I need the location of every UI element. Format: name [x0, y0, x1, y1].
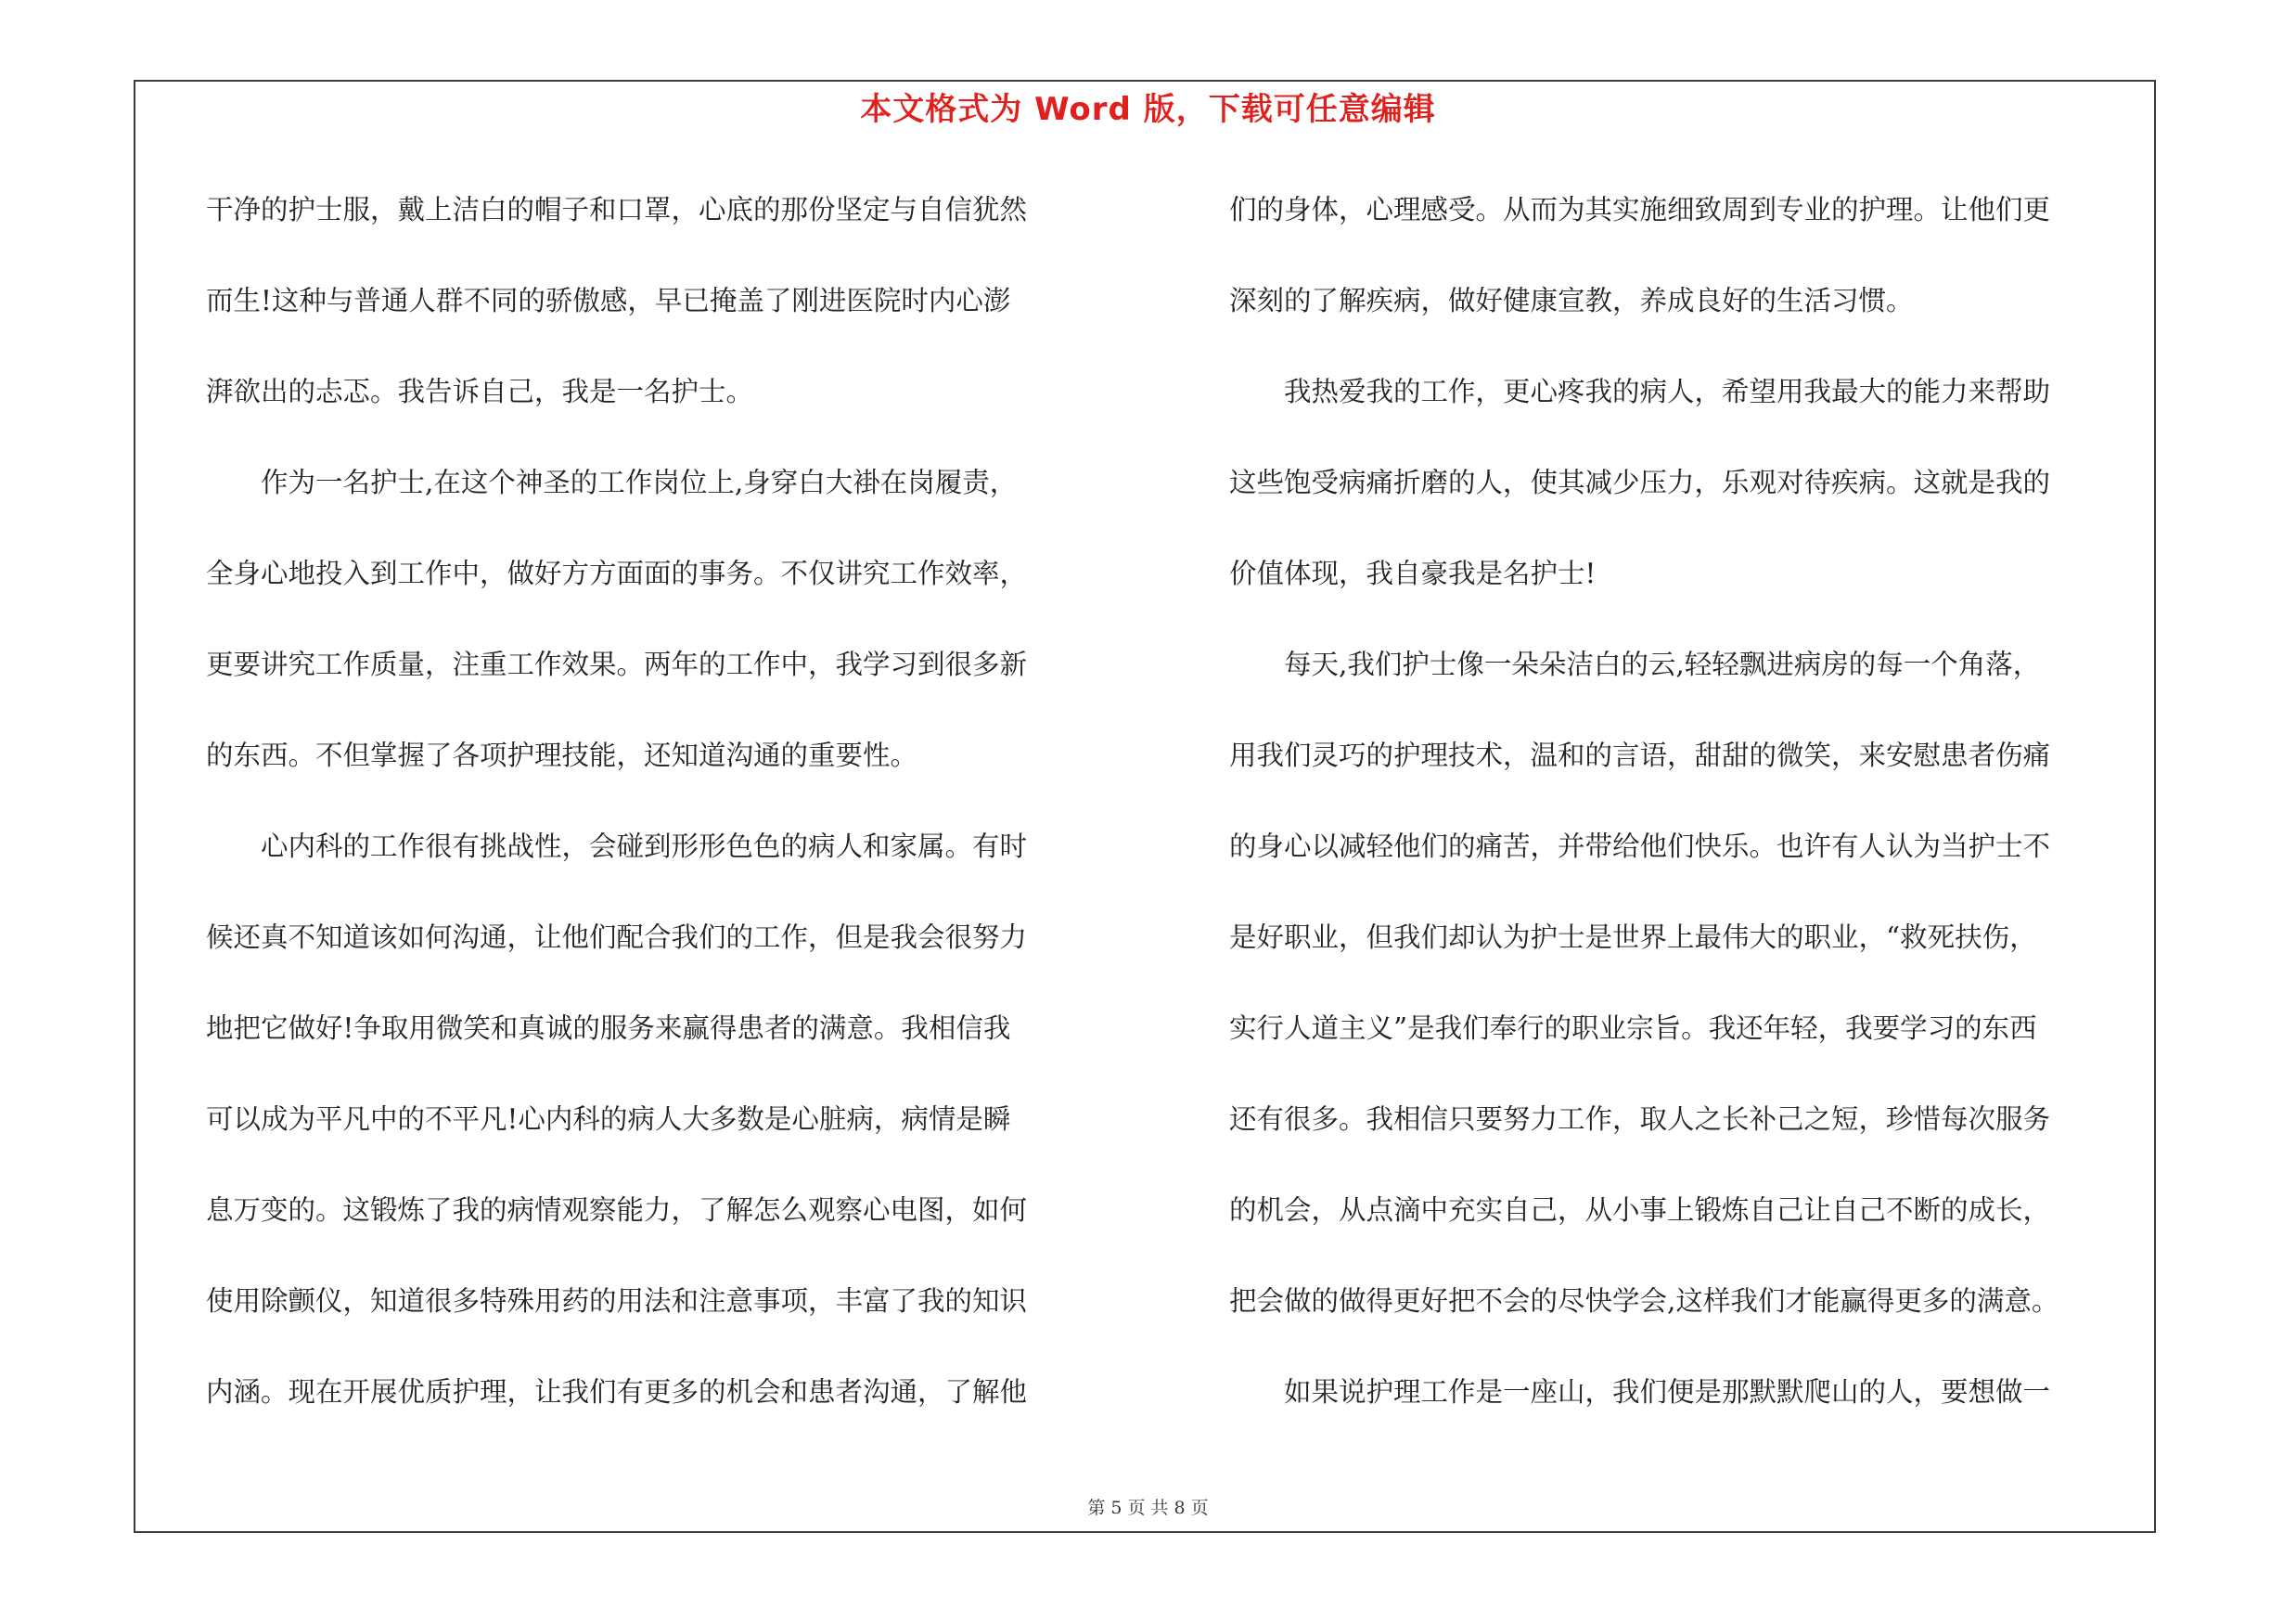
text-line: 地把它做好!争取用微笑和真诚的服务来赢得患者的满意。我相信我: [206, 1012, 1011, 1044]
text-line: 们的身体，心理感受。从而为其实施细致周到专业的护理。让他们更: [1229, 194, 2051, 225]
text-line: 心内科的工作很有挑战性，会碰到形形色色的病人和家属。有时: [206, 831, 1028, 862]
right-column: [1229, 181, 2159, 1454]
text-line: 的身心以减轻他们的痛苦，并带给他们快乐。也许有人认为当护士不: [1229, 831, 2051, 862]
text-line: 内涵。现在开展优质护理，让我们有更多的机会和患者沟通，了解他: [206, 1376, 1028, 1408]
page-number: 第 5 页 共 8 页: [1087, 1498, 1209, 1518]
text-line: 息万变的。这锻炼了我的病情观察能力，了解怎么观察心电图，如何: [206, 1194, 1028, 1226]
text-line: 可以成为平凡中的不平凡!心内科的病人大多数是心脏病，病情是瞬: [206, 1103, 1011, 1135]
text-line: 把会做的做得更好把不会的尽快学会,这样我们才能赢得更多的满意。: [1229, 1285, 2059, 1317]
text-line: 干净的护士服，戴上洁白的帽子和口罩，心底的那份坚定与自信犹然: [206, 194, 1028, 225]
text-line: 每天,我们护士像一朵朵洁白的云,轻轻飘进病房的每一个角落，: [1229, 649, 2041, 680]
text-line: 更要讲究工作质量，注重工作效果。两年的工作中，我学习到很多新: [206, 649, 1028, 680]
text-line: 的东西。不但掌握了各项护理技能，还知道沟通的重要性。: [206, 740, 918, 771]
format-banner: 本文格式为 Word 版，下载可任意编辑: [860, 91, 1436, 128]
text-line: 如果说护理工作是一座山，我们便是那默默爬山的人，要想做一: [1229, 1376, 2051, 1408]
text-line: 是好职业，但我们却认为护士是世界上最伟大的职业，“救死扶伤，: [1229, 921, 2037, 953]
text-line: 而生!这种与普通人群不同的骄傲感，早已掩盖了刚进医院时内心澎: [206, 285, 1011, 316]
text-line: 使用除颤仪，知道很多特殊用药的用法和注意事项，丰富了我的知识: [206, 1285, 1028, 1317]
text-line: 我热爱我的工作，更心疼我的病人，希望用我最大的能力来帮助: [1229, 376, 2051, 407]
text-line: 还有很多。我相信只要努力工作，取人之长补己之短，珍惜每次服务: [1229, 1103, 2051, 1135]
text-line: 作为一名护士,在这个神圣的工作岗位上,身穿白大褂在岗履责，: [206, 467, 1018, 498]
text-line: 价值体现，我自豪我是名护士!: [1229, 558, 1597, 589]
text-line: 这些饱受病痛折磨的人，使其减少压力，乐观对待疾病。这就是我的: [1229, 467, 2051, 498]
text-line: 用我们灵巧的护理技术，温和的言语，甜甜的微笑，来安慰患者伤痛: [1229, 740, 2051, 771]
text-line: 候还真不知道该如何沟通，让他们配合我们的工作，但是我会很努力: [206, 921, 1028, 953]
text-line: 深刻的了解疾病，做好健康宣教，养成良好的生活习惯。: [1229, 285, 1914, 316]
text-line: 全身心地投入到工作中，做好方方面面的事务。不仅讲究工作效率，: [206, 558, 1028, 589]
text-line: 湃欲出的忐忑。我告诉自己，我是一名护士。: [206, 376, 754, 407]
left-column: [206, 181, 1143, 1454]
text-line: 的机会，从点滴中充实自己，从小事上锻炼自己让自己不断的成长，: [1229, 1194, 2051, 1226]
text-line: 实行人道主义”是我们奉行的职业宗旨。我还年轻，我要学习的东西: [1229, 1012, 2037, 1044]
